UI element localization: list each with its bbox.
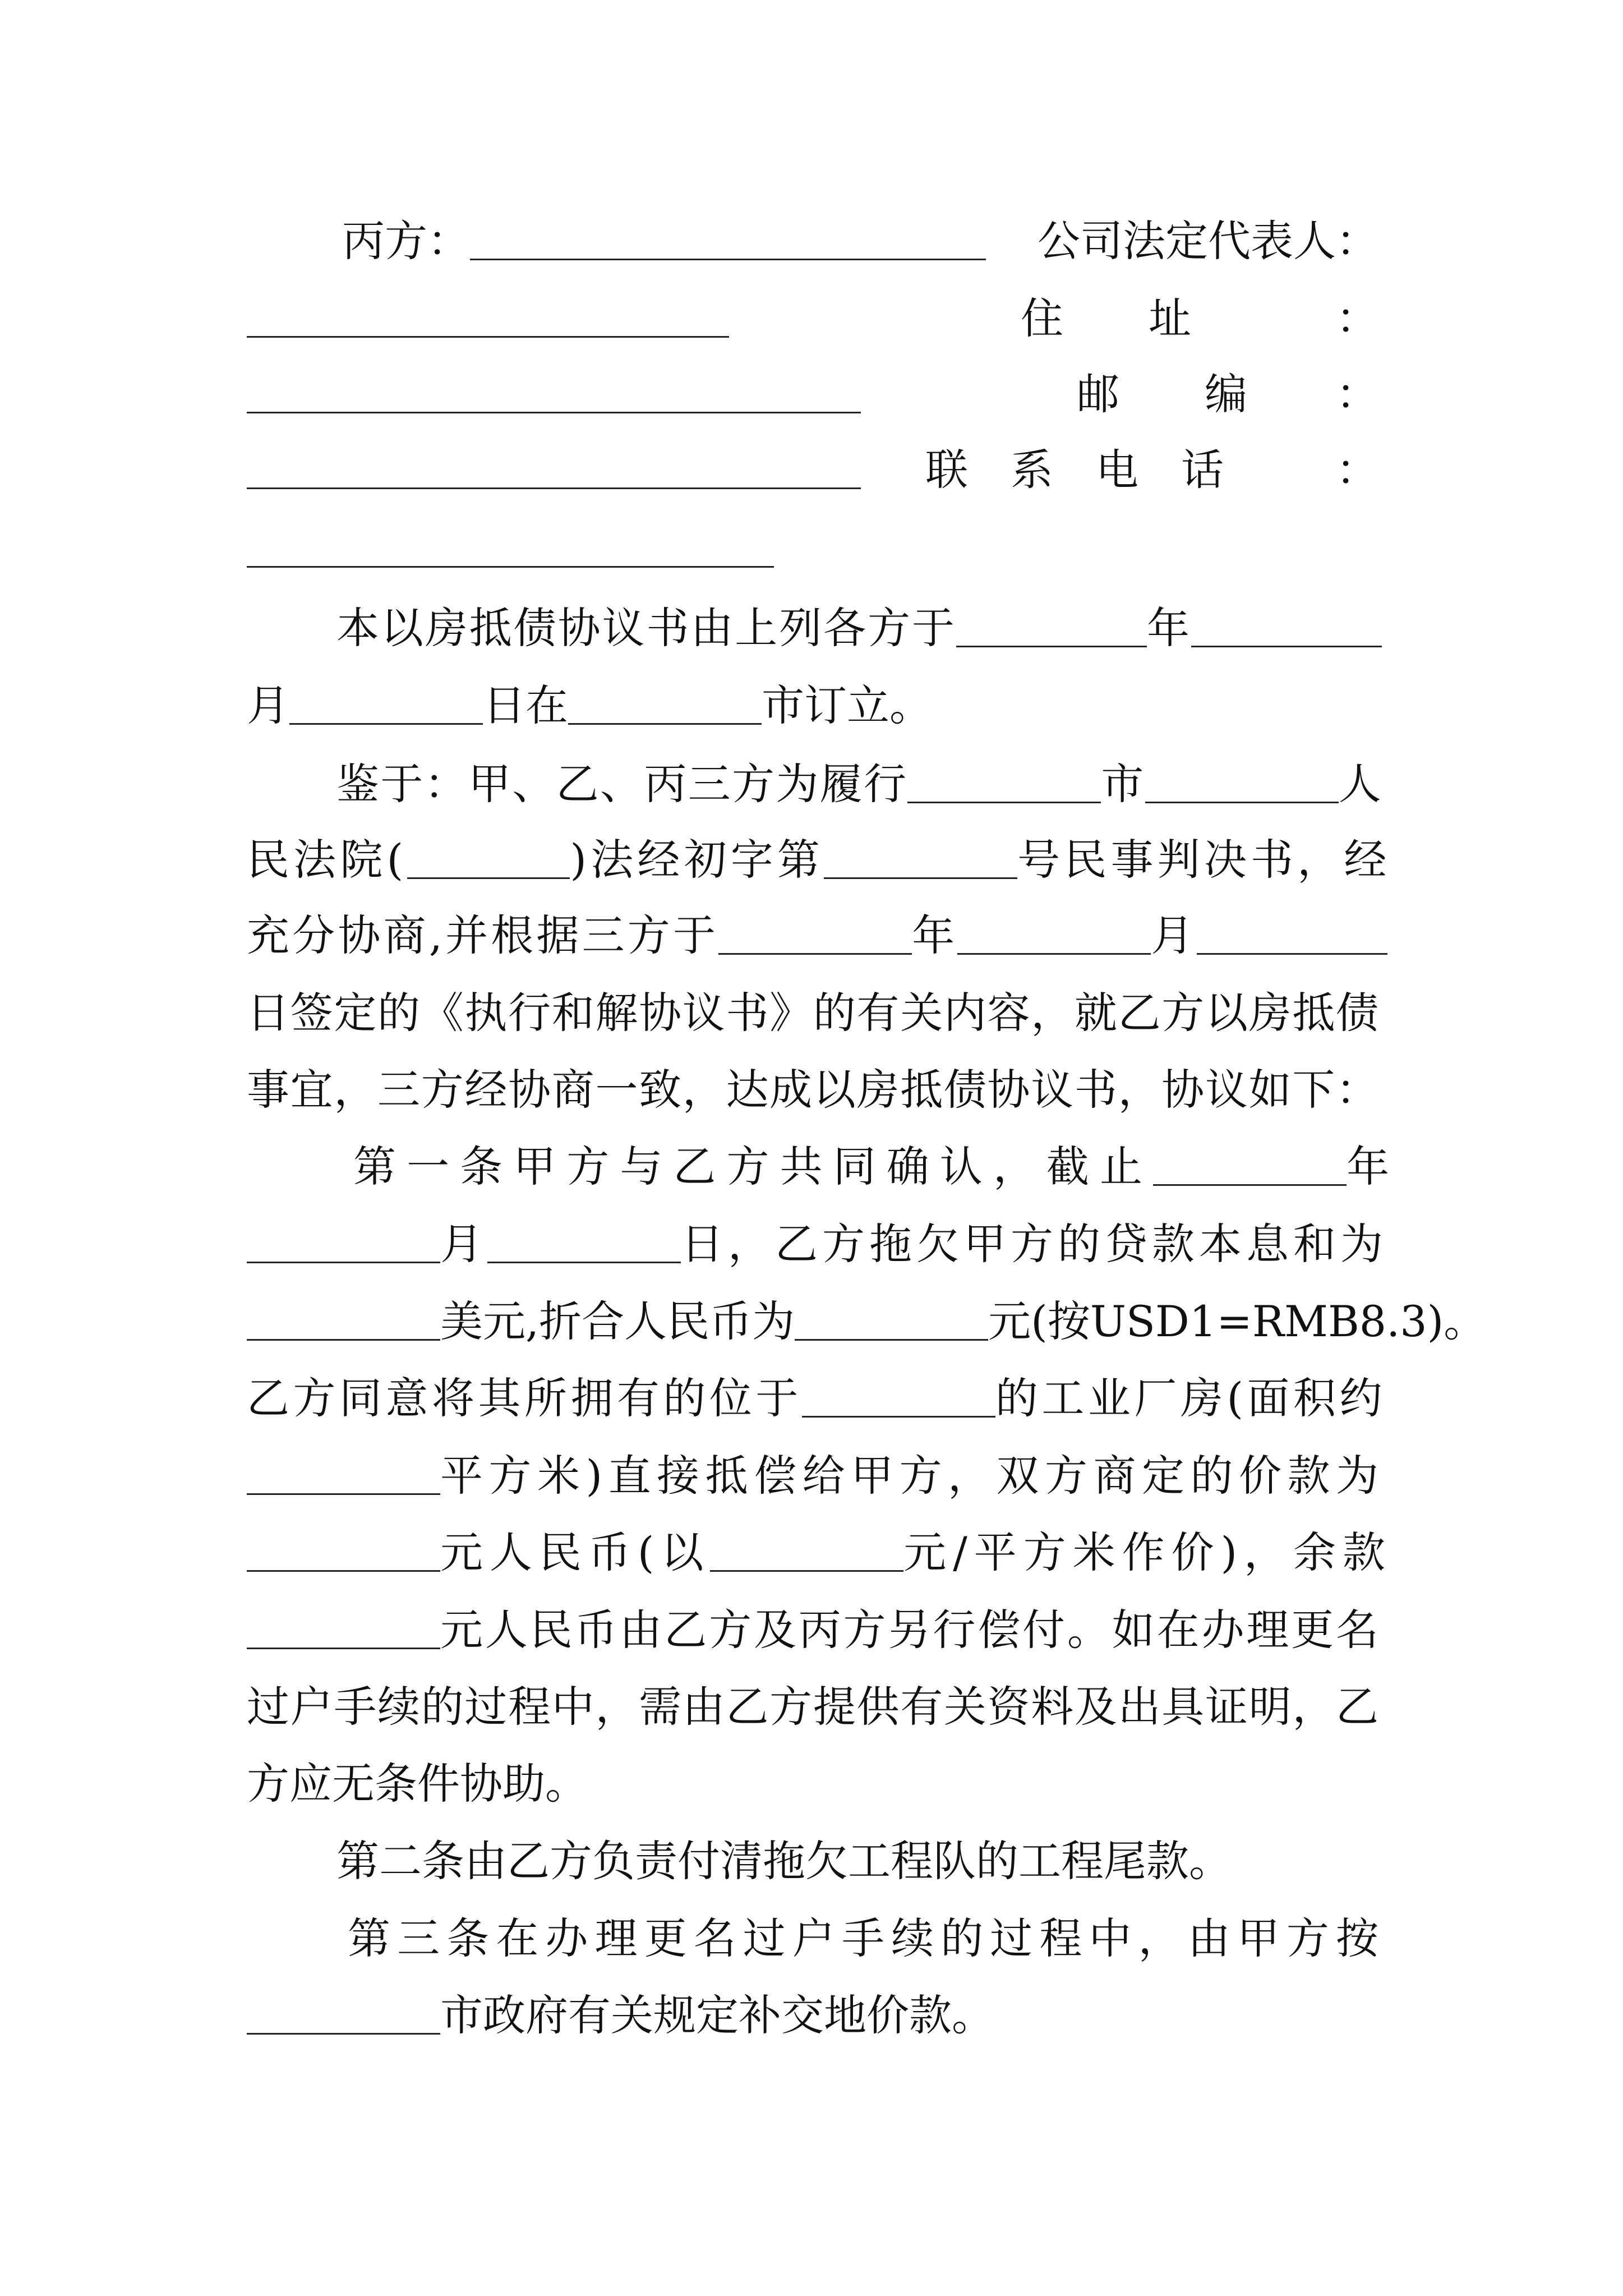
blank-postcode (247, 448, 861, 489)
party-c-label: 丙方： (342, 216, 470, 266)
blank-court-city (907, 762, 1101, 803)
postcode-label: 邮 编 (1077, 369, 1247, 419)
blank-sign-month (1191, 606, 1382, 647)
sign-city-text: 市订立。 (762, 680, 932, 730)
whereas-line-3 (247, 909, 1378, 963)
article1-rest: 元人民币由乙方及丙方另行偿付。如在办理更名 (440, 1605, 1381, 1655)
article1-line-2 (247, 1217, 1387, 1271)
whereas-consult: 充分协商,并根据三方于 (247, 910, 719, 960)
blank-settle-month (957, 914, 1151, 955)
article1-line-5 (247, 1449, 1385, 1503)
whereas-day-signed: 日签定的《执行和解协议书》的有关内容，就乙方以房抵债 (247, 988, 1380, 1038)
blank-case-year (407, 838, 570, 879)
article1-line-1 (353, 1140, 1400, 1194)
whereas-line-2 (247, 833, 1391, 887)
blank-settle-year (718, 914, 912, 955)
blank-court-district (1145, 762, 1339, 803)
blank-settle-day (1197, 914, 1387, 955)
blank-legal-rep (247, 297, 729, 338)
article1-usd: 美元,折合人民币为 (440, 1296, 795, 1346)
article1-factory: 的工业厂房(面积约 (995, 1373, 1386, 1423)
article1-line-9 (247, 1757, 1378, 1811)
phone-blank-line (247, 522, 1378, 576)
whereas-year: 年 (912, 910, 958, 960)
article2-line (336, 1834, 1378, 1888)
whereas-line-1 (336, 757, 1383, 811)
phone-colon: ： (1336, 445, 1378, 495)
blank-address (247, 372, 861, 413)
address-label: 住 址 (1021, 293, 1191, 343)
article1-year: 年 (1347, 1142, 1400, 1191)
article3-text-2: 市政府有关规定补交地价款。 (440, 1990, 994, 2040)
blank-sign-day (289, 684, 483, 725)
article3-line-2 (247, 1989, 1378, 2042)
whereas-city: 市 (1101, 759, 1145, 809)
blank-rmb-amount (795, 1300, 988, 1341)
whereas-month: 月 (1151, 910, 1197, 960)
blank-sign-year (956, 606, 1147, 647)
blank-phone (247, 527, 774, 568)
whereas-people: 人 (1338, 759, 1383, 809)
sign-day-text: 日在 (483, 680, 568, 730)
whereas-text-1: 鉴于：甲、乙、丙三方为履行 (336, 759, 908, 809)
article1-agree: 乙方同意将其所拥有的位于 (247, 1373, 802, 1423)
article1-sqm: 平方米)直接抵偿给甲方，双方商定的价款为 (440, 1451, 1385, 1501)
address-colon: ： (1336, 293, 1378, 343)
article1-assist: 方应无条件协助。 (247, 1759, 588, 1809)
whereas-line-5 (247, 1063, 1378, 1117)
blank-location (802, 1377, 995, 1418)
blank-sign-city (568, 684, 762, 725)
blank-price (247, 1531, 440, 1572)
phone-label: 联 系 电 话 (925, 445, 1224, 495)
whereas-judgment: 号民事判决书，经 (1017, 835, 1391, 885)
legal-rep-label: 公司法定代表人： (1038, 216, 1378, 266)
phone-line (247, 443, 1378, 497)
article1-per-sqm: 元/平方米作价)，余款 (903, 1527, 1392, 1577)
blank-cutoff-month (247, 1222, 440, 1263)
article1-line-7 (247, 1603, 1381, 1657)
postcode-line (247, 367, 1378, 421)
blank-remaining (247, 1608, 440, 1649)
article1-line-3 (247, 1295, 1487, 1349)
blank-cutoff-day (487, 1222, 681, 1263)
article1-debt: 日，乙方拖欠甲方的贷款本息和为 (681, 1219, 1387, 1269)
blank-cutoff-year (1153, 1145, 1347, 1186)
article1-line-4 (247, 1372, 1386, 1425)
sign-year-text: 年 (1146, 603, 1191, 653)
sign-date-line-2 (247, 679, 1378, 733)
address-line (247, 292, 1378, 346)
article3-line-1 (348, 1912, 1386, 1966)
article1-line-6 (247, 1526, 1392, 1580)
article3-text-1: 第三条在办理更名过户手续的过程中，由甲方按 (348, 1913, 1386, 1963)
article2-text: 第二条由乙方负责付清拖欠工程队的工程尾款。 (336, 1836, 1232, 1886)
article1-line-8 (247, 1680, 1378, 1734)
whereas-line-4 (247, 986, 1378, 1040)
whereas-court-open: 民法院( (247, 835, 408, 885)
sign-month-text: 月 (247, 680, 289, 730)
article1-rate: 元(按USD1=RMB8.3)。 (988, 1296, 1487, 1346)
blank-case-number (824, 838, 1017, 879)
party-c-line (342, 214, 1378, 268)
blank-gov-city (247, 1994, 440, 2035)
article1-transfer: 过户手续的过程中，需由乙方提供有关资料及出具证明，乙 (247, 1682, 1380, 1732)
blank-unit-price (710, 1531, 903, 1572)
blank-usd-amount (247, 1300, 440, 1341)
whereas-court-close: )法经初字第 (570, 835, 824, 885)
postcode-colon: ： (1336, 369, 1378, 419)
article1-text-1: 第一条甲方与乙方共同确认，截止 (353, 1142, 1154, 1191)
sign-date-line-1 (336, 601, 1378, 655)
blank-area (247, 1454, 440, 1495)
sign-intro-text: 本以房抵债协议书由上列各方于 (336, 603, 956, 653)
blank-party-c-name (470, 219, 986, 260)
article1-month: 月 (440, 1219, 487, 1269)
whereas-matter: 事宜，三方经协商一致，达成以房抵债协议书，协议如下： (247, 1065, 1380, 1115)
article1-rmb: 元人民币(以 (440, 1527, 711, 1577)
